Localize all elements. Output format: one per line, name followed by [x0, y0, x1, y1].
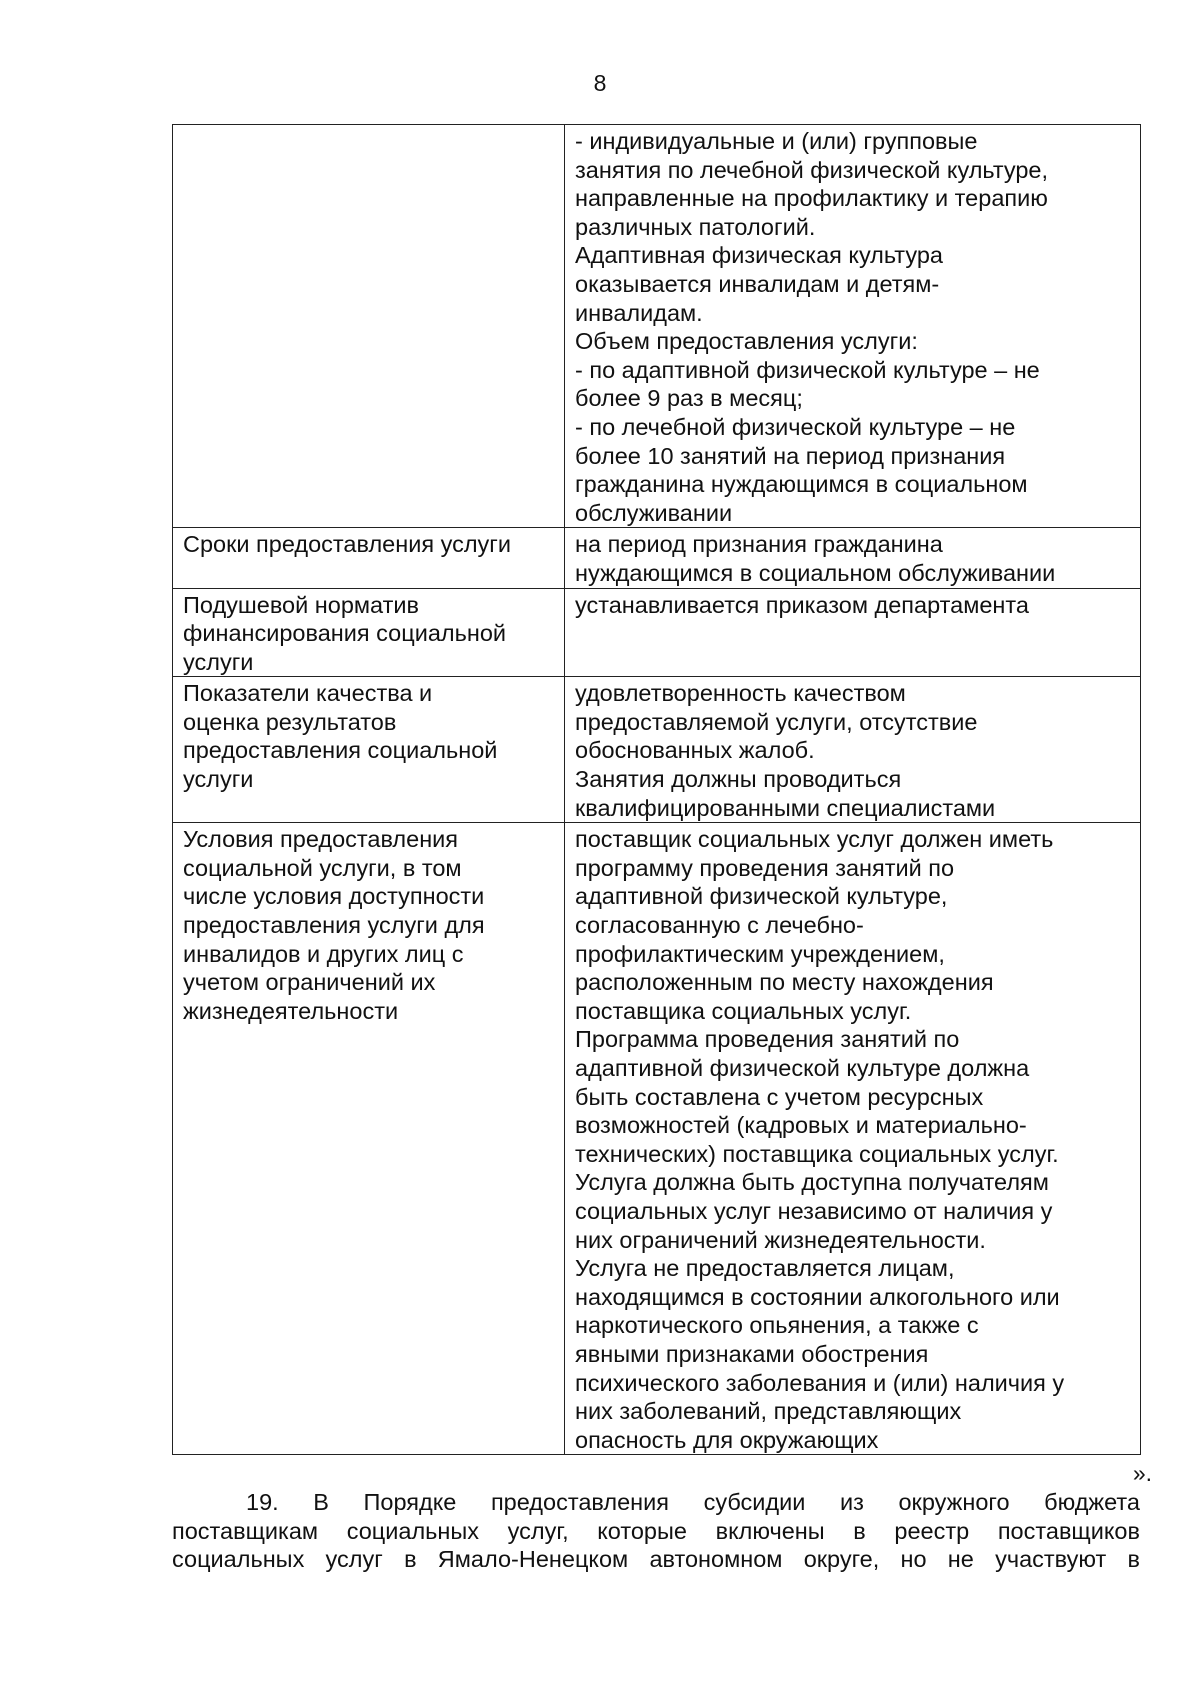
cell-text-line: Программа проведения занятий по [575, 1026, 960, 1053]
value-cell [565, 528, 1141, 588]
cell-text-line: согласованную с лечебно- [575, 912, 864, 939]
cell-text-line: психического заболевания и (или) наличия у [575, 1369, 1065, 1396]
cell-text-line: квалифицированными специалистами [575, 794, 996, 821]
cell-text-line: Сроки предоставления услуги [183, 531, 511, 558]
cell-text-line: - по адаптивной физической культуре – не [575, 356, 1040, 383]
cell-text-line: Услуга должна быть доступна получателям [575, 1169, 1049, 1196]
cell-text-line: - по лечебной физической культуре – не [575, 413, 1016, 440]
table-row [173, 588, 1141, 677]
cell-text-line: Объем предоставления услуги: [575, 328, 918, 355]
cell-text-line: услуги [183, 766, 254, 793]
cell-text-line: социальной услуги, в том [183, 854, 462, 881]
cell-text-line: гражданина нуждающимся в социальном [575, 471, 1028, 498]
paragraph-line: поставщикам социальных услуг, которые включены в реестр поставщиков [172, 1517, 1140, 1544]
cell-text-line: Подушевой норматив [183, 591, 419, 618]
cell-text-line: Условия предоставления [183, 826, 459, 853]
cell-text-line: адаптивной физической культуре должна [575, 1055, 1030, 1081]
cell-text-line: предоставления социальной [183, 737, 498, 764]
cell-text-line: устанавливается приказом департамента [575, 591, 1029, 618]
cell-text-line: находящимся в состоянии алкогольного или [575, 1283, 1060, 1310]
parameter-cell [173, 677, 565, 823]
parameter-cell [173, 823, 565, 1455]
cell-text-line: программу проведения занятий по [575, 854, 955, 881]
cell-text-line: предоставления услуги для [183, 912, 485, 939]
value-cell [565, 677, 1141, 823]
cell-text-line: нуждающимся в социальном обслуживании [575, 559, 1056, 586]
table-row [173, 677, 1141, 823]
paragraph-line: социальных услуг в Ямало-Ненецком автономном округе, но не участвуют в [172, 1546, 1140, 1573]
cell-text-line: адаптивной физической культуре, [575, 883, 948, 910]
parameter-cell [173, 588, 565, 677]
cell-text-line: Адаптивная физическая культура [575, 242, 943, 269]
cell-text-line: финансирования социальной [183, 620, 507, 647]
cell-text-line: удовлетворенность качеством [575, 680, 906, 707]
cell-text-line: инвалидов и других лиц с [183, 940, 464, 967]
table-row [173, 823, 1141, 1455]
cell-text-line: возможностей (кадровых и материально- [575, 1112, 1027, 1139]
cell-text-line: явными признаками обострения [575, 1340, 929, 1367]
cell-text-line: них ограничений жизнедеятельности. [575, 1226, 986, 1253]
cell-text-line: предоставляемой услуги, отсутствие [575, 708, 978, 735]
cell-text-line: числе условия доступности [183, 883, 485, 910]
cell-text-line: быть составлена с учетом ресурсных [575, 1083, 984, 1110]
cell-text-line: - индивидуальные и (или) групповые [575, 128, 978, 154]
paragraph-line: 19. В Порядке предоставления субсидии из окружного бюджета [246, 1489, 1140, 1515]
cell-text-line: жизнедеятельности [183, 997, 399, 1024]
service-standard-table [172, 124, 1141, 1455]
cell-text-line: расположенным по месту нахождения [575, 969, 994, 996]
cell-text-line: опасность для окружающих [575, 1426, 879, 1453]
cell-text-line: поставщик социальных услуг должен иметь [575, 826, 1054, 853]
table-row [173, 528, 1141, 588]
cell-text-line: технических) поставщика социальных услуг. [575, 1140, 1059, 1167]
cell-text-line: Занятия должны проводиться [575, 766, 902, 793]
cell-text-line: более 9 раз в месяц; [575, 385, 803, 412]
value-cell [565, 588, 1141, 677]
cell-text-line: наркотического опьянения, а также с [575, 1312, 979, 1339]
page-number: 8 [593, 70, 607, 96]
cell-text-line: оказывается инвалидам и детям- [575, 270, 940, 297]
cell-text-line: них заболеваний, представляющих [575, 1398, 962, 1425]
parameter-cell [173, 125, 565, 528]
cell-text-line: социальных услуг независимо от наличия у [575, 1197, 1053, 1224]
cell-text-line: Услуга не предоставляется лицам, [575, 1255, 955, 1282]
cell-text-line: учетом ограничений их [183, 969, 436, 996]
cell-text-line: занятия по лечебной физической культуре, [575, 156, 1049, 183]
cell-text-line: услуги [183, 648, 254, 675]
amendment-paragraph [172, 1488, 1140, 1574]
cell-text-line: поставщика социальных услуг. [575, 997, 912, 1024]
cell-text-line: обслуживании [575, 499, 733, 526]
cell-text-line: оценка результатов [183, 708, 397, 735]
parameter-cell [173, 528, 565, 588]
cell-text-line: более 10 занятий на период признания [575, 442, 1006, 469]
value-cell [565, 823, 1141, 1455]
value-cell [565, 125, 1141, 528]
table-row [173, 125, 1141, 528]
table-body [173, 125, 1141, 1455]
cell-text-line: на период признания гражданина [575, 531, 943, 558]
closing-quote: ». [1132, 1460, 1152, 1486]
cell-text-line: обоснованных жалоб. [575, 737, 815, 764]
cell-text-line: инвалидам. [575, 299, 703, 326]
cell-text-line: профилактическим учреждением, [575, 940, 945, 967]
cell-text-line: различных патологий. [575, 213, 816, 240]
cell-text-line: Показатели качества и [183, 680, 433, 707]
cell-text-line: направленные на профилактику и терапию [575, 185, 1048, 212]
